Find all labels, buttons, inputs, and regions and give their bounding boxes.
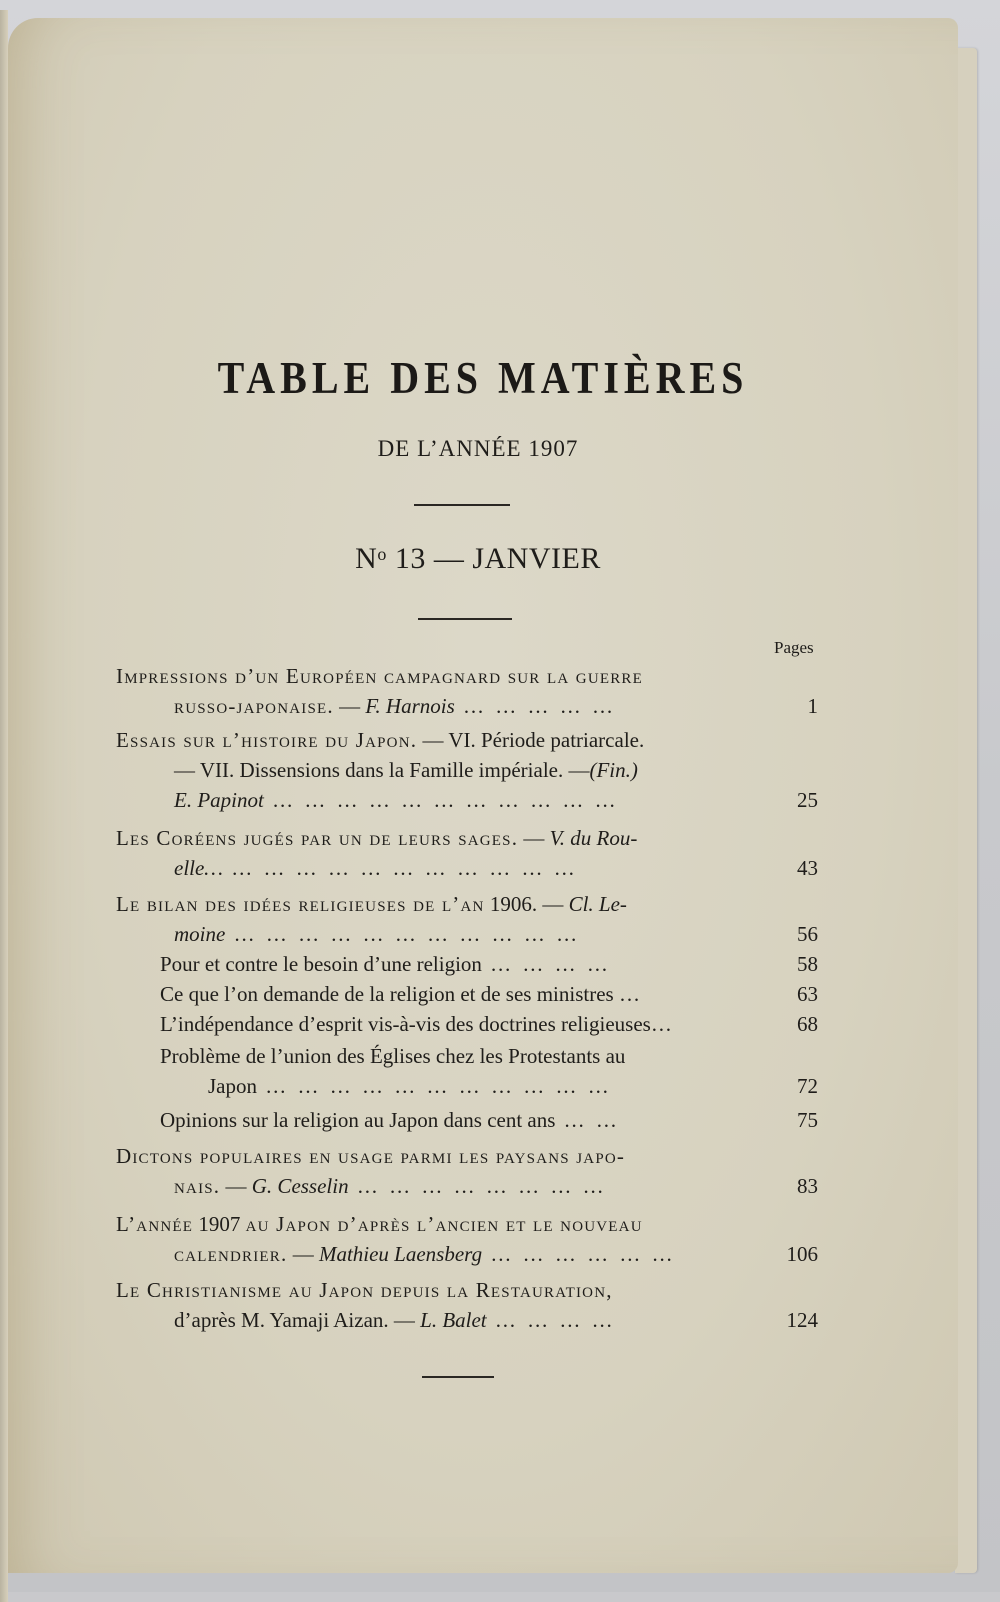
toc-text: Problème de l’union des Églises chez les Protestants au — [160, 1044, 626, 1068]
toc-entry-line — [116, 1210, 643, 1238]
toc-author: F. Harnois — [365, 694, 455, 718]
issue-label: 13 — JANVIER — [386, 542, 601, 575]
toc-leader-dots: … … … … … … … … … … … — [263, 788, 619, 812]
toc-page-number: 68 — [797, 1012, 818, 1036]
toc-page-number: 43 — [797, 856, 818, 880]
toc-title-smallcaps: Le Christianisme au Japon depuis la Restauration, — [116, 1278, 613, 1302]
toc-text: — — [333, 694, 366, 718]
toc-title-smallcaps: au Japon d’après l’ancien et le nouveau — [245, 1212, 643, 1236]
pages-column-label: Pages — [774, 638, 814, 657]
toc-leader-dots: … … — [555, 1108, 620, 1132]
page-title: TABLE DES MATIÈRES — [217, 351, 749, 404]
toc-leader-dots: … … … … … … … … … … … — [222, 856, 578, 880]
toc-entry-line — [174, 1240, 676, 1268]
toc-entry-line — [174, 756, 638, 784]
toc-title-smallcaps: russo-japonaise. — [174, 694, 334, 718]
toc-text: 1907 — [193, 1212, 246, 1236]
toc-title-smallcaps: Impressions d’un Européen campagnard sur la guerre — [116, 664, 643, 688]
toc-page-number: 25 — [797, 788, 818, 812]
toc-leader-dots: … … … … … — [454, 694, 617, 718]
toc-page-number: 106 — [786, 1242, 818, 1266]
page-stack-edge — [955, 48, 977, 1573]
toc-entry-line — [174, 786, 619, 814]
toc-text: L’indépendance d’esprit vis-à-vis des doctrines religieuses… — [160, 1012, 672, 1036]
toc-author: V. du Rou- — [549, 826, 638, 850]
toc-title-smallcaps: Essais sur l’histoire du Japon. — [116, 728, 418, 752]
toc-page-number: 75 — [797, 1108, 818, 1132]
toc-entry-line — [160, 980, 640, 1008]
toc-text: Opinions sur la religion au Japon dans cent ans — [160, 1108, 556, 1132]
toc-author: G. Cesselin — [251, 1174, 349, 1198]
toc-title-smallcaps: Les Coréens jugés par un de leurs sages. — [116, 826, 519, 850]
toc-text: Japon — [208, 1074, 257, 1098]
toc-title-smallcaps: Dictons populaires en usage parmi les paysans japo- — [116, 1144, 626, 1168]
book-page — [8, 18, 958, 1573]
toc-entry-line — [116, 1142, 625, 1170]
toc-leader-dots: … … … … — [481, 952, 611, 976]
toc-leader-dots: … … … … … … … … … … … — [225, 922, 581, 946]
toc-entry-line — [116, 824, 637, 852]
toc-author: Mathieu Laensberg — [318, 1242, 483, 1266]
toc-page-number: 124 — [786, 1308, 818, 1332]
toc-text: — — [220, 1174, 252, 1198]
page-subtitle: DE L’ANNÉE 1907 — [377, 436, 579, 461]
toc-text: 1906. — — [484, 892, 569, 916]
toc-entry-line — [174, 1172, 607, 1200]
toc-entry-line — [174, 920, 580, 948]
divider-rule — [414, 504, 510, 506]
toc-author: Cl. Le- — [568, 892, 627, 916]
toc-page-number: 83 — [797, 1174, 818, 1198]
toc-page-number: 1 — [807, 694, 818, 718]
toc-leader-dots: … … … … — [486, 1308, 616, 1332]
toc-text: Pour et contre le besoin d’une religion — [160, 952, 482, 976]
toc-entry-line — [174, 854, 578, 882]
toc-title-smallcaps: calendrier. — [174, 1242, 288, 1266]
toc-page-number: 58 — [797, 952, 818, 976]
facing-page-edge — [0, 10, 8, 1602]
toc-author: E. Papinot — [174, 788, 264, 812]
toc-entry-line — [116, 890, 627, 918]
toc-entry-line — [160, 1010, 672, 1038]
toc-entry-line — [208, 1072, 612, 1100]
toc-entry-line — [174, 692, 616, 720]
toc-entry-line — [116, 726, 644, 754]
toc-page-number: 56 — [797, 922, 818, 946]
toc-text: Ce que l’on demande de la religion et de ses ministres … — [160, 982, 640, 1006]
toc-entry-line — [116, 1276, 613, 1304]
divider-rule — [422, 1376, 494, 1378]
toc-entry-line — [160, 1106, 620, 1134]
toc-entry-line — [116, 662, 643, 690]
issue-prefix: N — [355, 542, 378, 575]
toc-text: — VI. Période patriarcale. — [417, 728, 645, 752]
divider-rule — [418, 618, 512, 620]
toc-title-smallcaps: Le bilan des idées religieuses de l’an — [116, 892, 485, 916]
toc-text: d’après M. Yamaji Aizan. — — [174, 1308, 421, 1332]
toc-title-smallcaps: L’année — [116, 1212, 194, 1236]
toc-entry-line — [174, 1306, 616, 1334]
toc-entry-line — [160, 1042, 625, 1070]
toc-text: — — [518, 826, 550, 850]
toc-author: (Fin.) — [589, 758, 638, 782]
toc-entry-line — [160, 950, 611, 978]
issue-heading — [8, 542, 948, 576]
toc-leader-dots: … … … … … … — [482, 1242, 676, 1266]
issue-prefix-sup: o — [377, 544, 387, 564]
toc-leader-dots: … … … … … … … … — [348, 1174, 607, 1198]
toc-title-smallcaps: nais. — [174, 1174, 221, 1198]
toc-page-number: 72 — [797, 1074, 818, 1098]
toc-page-number: 63 — [797, 982, 818, 1006]
toc-leader-dots: … … … … … … … … … … … — [257, 1074, 612, 1098]
toc-author: elle… — [174, 856, 223, 880]
toc-text: — VII. Dissensions dans la Famille impériale. — — [174, 758, 590, 782]
toc-author: L. Balet — [420, 1308, 487, 1332]
toc-text: — — [287, 1242, 319, 1266]
toc-author: moine — [174, 922, 226, 946]
